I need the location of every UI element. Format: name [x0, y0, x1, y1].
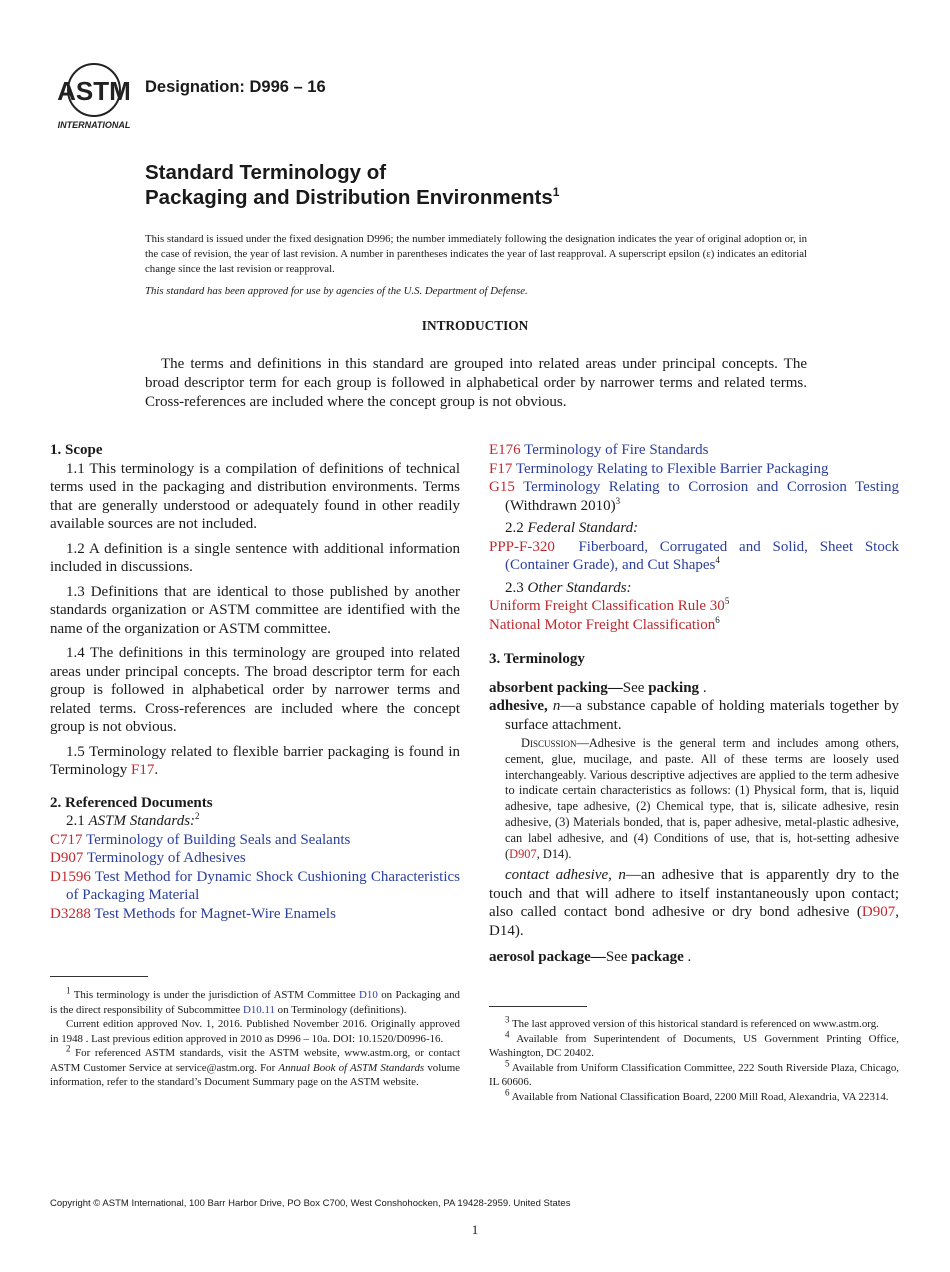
link-d10-11[interactable]: D10.11: [242, 1003, 275, 1016]
astm-logo: [52, 60, 136, 132]
term-contact-adhesive: contact adhesive, n—an adhesive that is apparently dry to the touch and that will adhere to itself instantaneously upon contact; also called contact bond adhesive or dry bond adhesive (D907, D14).: [489, 867, 899, 939]
page-number: 1: [471, 1222, 479, 1237]
ref-f17[interactable]: F17 Terminology Relating to Flexible Barrier Packaging: [489, 460, 829, 477]
scope-heading: 1. Scope: [50, 442, 103, 458]
footnote-2: $^2$ For referenced ASTM standards, visit the ASTM website, www.astm.org, or contact ASTM Customer Service at service@astm.org. For Annual Book of ASTM Standards volume information, refer to the standard’s Document Summary page on the ASTM website.: [50, 1043, 460, 1088]
referenced-heading: 2. Referenced Documents: [50, 794, 213, 811]
ref-c717[interactable]: C717 Terminology of Building Seals and Sealants: [50, 831, 351, 848]
discussion-adhesive: Discussion—Adhesive is the general term and includes among others, cement, glue, mucilage, and paste. All of these terms are loosely used interchangeably. Various descriptive adjectives are applied to the term adhesive to indicate certain characteristics as follows: (1) Physical form, that is, liquid adhesive, tape adhesive, (2) Chemical type, that is, silicate adhesive, resin adhesive, (3) Materials bonded, that is, paper adhesive, metal-plastic adhesive, can label adhesive, and (4) Conditions of use, that is, hot-setting adhesive (D907, D14).: [505, 736, 899, 861]
ref-e176[interactable]: E176 Terminology of Fire Standards: [489, 442, 709, 458]
ref-g15[interactable]: G15 Terminology Relating to Corrosion and Corrosion Testing (Withdrawn 2010)$^3$: [489, 479, 900, 514]
term-aerosol-package: aerosol package—See package .: [489, 949, 692, 966]
ref-ppp-f-320[interactable]: PPP-F-320 Fiberboard, Corrugated and Solid, Sheet Stock (Container Grade), and Cut Shapes$^4$: [489, 538, 899, 573]
ref-d907[interactable]: D907 Terminology of Adhesives: [50, 850, 246, 866]
scope-1-4: 1.4 The definitions in this terminology are grouped into related areas under principal concepts. The broad descriptor term for each group is followed in alphabetical order by narrower terms and related terms. Cross-references are included where the concept group is not obvious.: [50, 645, 460, 735]
introduction-text: The terms and definitions in this standard are grouped into related areas under principal concepts. The broad descriptor term for each group is followed in alphabetical order by narrower terms and related terms. Cross-references are included where the concept group is not obvious.: [145, 356, 807, 410]
other-standards-label: 2.3 Other Standards:: [505, 579, 632, 596]
issuance-notice: This standard is issued under the fixed designation D996; the number immediately following the designation indicates the year of original adoption or, in the case of revision, the year of last revision. A number in parentheses indicates the year of last reapproval. A superscript epsilon (ε) indicates an editorial change since the last revision or reapproval.: [145, 233, 807, 275]
scope-1-3: 1.3 Definitions that are identical to those published by another standards organization or ASTM committee are identified with the name of the organization or ASTM committee.: [50, 583, 460, 637]
footnotes-left: [50, 985, 460, 1090]
footnote-1: $^1$ This terminology is under the jurisdiction of ASTM Committee D10 on Packaging and is the direct responsibility of Subcommittee D10.11 on Terminology (definitions).: [50, 985, 460, 1016]
footnotes-right: [489, 1014, 899, 1104]
link-packing[interactable]: packing: [648, 679, 700, 696]
title-line-2: Packaging and Distribution Environments$^1$: [145, 185, 560, 209]
title-line-1: Standard Terminology of: [145, 161, 387, 184]
link-package[interactable]: package: [631, 949, 684, 966]
footnote-divider-left: [50, 976, 148, 977]
scope-1-5: 1.5 Terminology related to flexible barrier packaging is found in Terminology F17.: [50, 743, 460, 778]
link-d907-discussion[interactable]: D907: [509, 846, 537, 861]
dod-approval: This standard has been approved for use by agencies of the U.S. Department of Defense.: [145, 285, 528, 297]
left-column: [50, 441, 460, 923]
footnote-3: $^3$ The last approved version of this historical standard is referenced on www.astm.org.: [505, 1014, 879, 1030]
ref-d1596[interactable]: D1596 Test Method for Dynamic Shock Cushioning Characteristics of Packaging Material: [50, 868, 460, 903]
right-column: [489, 441, 899, 967]
term-absorbent-packing: absorbent packing—See packing .: [489, 679, 707, 696]
footnote-divider-right: [489, 1006, 587, 1007]
copyright: Copyright © ASTM International, 100 Barr Harbor Drive, PO Box C700, West Conshohocken, PA 19428-2959. United States: [50, 1198, 571, 1209]
footnote-5: $^5$ Available from Uniform Classification Committee, 222 South Riverside Plaza, Chicago, IL 60606.: [489, 1057, 899, 1088]
federal-standard-label: 2.2 Federal Standard:: [505, 520, 639, 536]
scope-1-1: 1.1 This terminology is a compilation of definitions of technical terms used in the packaging and distribution environments. Terms that are generally understood or adequately found in other readily available sources are not included.: [50, 460, 460, 532]
scope-1-2: 1.2 A definition is a single sentence with additional information included in discussions.: [50, 540, 460, 575]
designation: Designation: D996 – 16: [145, 78, 326, 96]
terminology-heading: 3. Terminology: [489, 651, 585, 667]
footnote-4: $^4$ Available from Superintendent of Documents, US Government Printing Office, Washington, DC 20402.: [489, 1028, 899, 1059]
document-title: [145, 160, 559, 210]
astm-logo-letters: ASTM: [57, 76, 131, 106]
footnote-6: $^6$ Available from National Classification Board, 2200 Mill Road, Alexandria, VA 22314.: [505, 1086, 889, 1103]
introduction-heading: INTRODUCTION: [421, 318, 529, 333]
astm-logo-tagline: INTERNATIONAL: [57, 120, 131, 130]
link-d10[interactable]: D10: [359, 989, 378, 1001]
ref-d3288[interactable]: D3288 Test Methods for Magnet-Wire Enamels: [50, 905, 336, 922]
ref-national-motor-freight[interactable]: National Motor Freight Classification$^6$: [489, 614, 720, 633]
astm-standards-label: 2.1 ASTM Standards:$^2$: [66, 811, 200, 829]
footnote-1-edition: Current edition approved Nov. 1, 2016. Published November 2016. Originally approved in 1948 . Last previous edition approved in 2010 as D996 – 10a. DOI: 10.1520/D0996-16.: [50, 1018, 460, 1045]
link-d907-contact[interactable]: D907: [861, 904, 896, 921]
link-f17[interactable]: F17: [131, 762, 155, 778]
term-adhesive: adhesive, n—a substance capable of holding materials together by surface attachment.: [489, 698, 899, 733]
ref-uniform-freight[interactable]: Uniform Freight Classification Rule $30^5$: [489, 596, 730, 614]
title-footnote-mark: 1: [552, 185, 560, 200]
